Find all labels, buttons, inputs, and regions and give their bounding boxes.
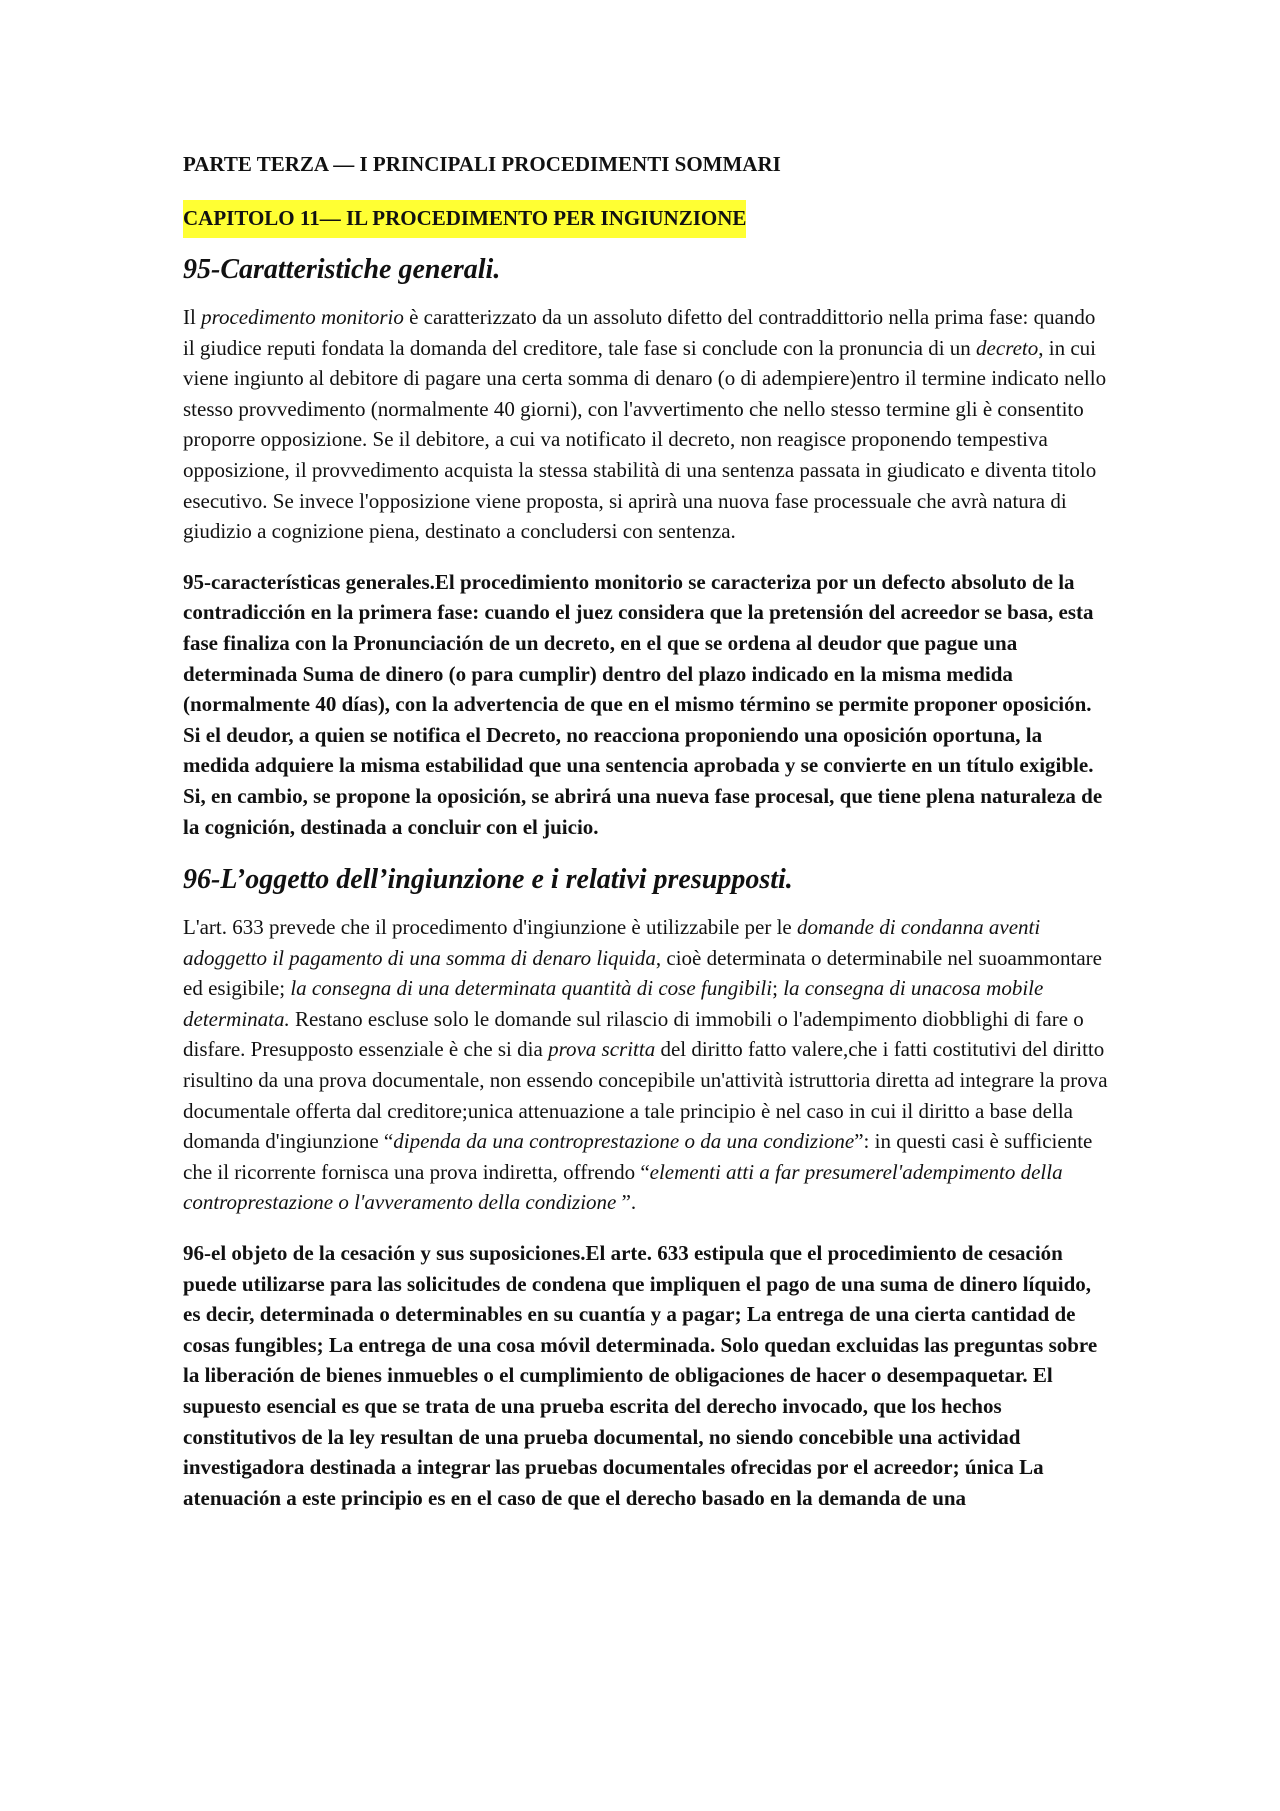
chapter-title-highlighted: CAPITOLO 11— IL PROCEDIMENTO PER INGIUNZIONE: [183, 200, 746, 238]
italic-quote: elementi atti a far presumerel'adempimento della controprestazione o l'avveramento della condizione: [183, 1159, 1063, 1215]
section-95-spanish-paragraph: 95-características generales.El procedimiento monitorio se caracteriza por un defecto absoluto de la contradicción en la primera fase: cuando el juez considera que la pretensión del acreedor se basa, esta fase finaliza con la Pronunciación de un decreto, en el que se ordena al deudor que pague una determinada Suma de dinero (o para cumplir) dentro del plazo indicado en la misma medida (normalmente 40 días), con la advertencia de que en el mismo término se permite proponer oposición. Si el deudor, a quien se notifica el Decreto, no reacciona proponiendo una oposición oportuna, la medida adquiere la misma estabilidad que una sentencia aprobada y se convierte en un título exigible. Si, en cambio, se propone la oposición, se abrirá una nueva fase procesal, que tiene plena naturaleza de la cognición, destinada a concluir con el juicio.: [183, 569, 1103, 839]
italic-term: la consegna di unacosa mobile determinata.: [183, 976, 1044, 1031]
text-run: Restano escluse solo le domande sul rilascio di immobili o l'adempimento diobblighi di fare o disfare. Presupposto essenziale è che si dia: [183, 1006, 1084, 1062]
italic-term: decreto: [976, 335, 1039, 360]
text-run: ”.: [616, 1190, 637, 1215]
text-run: Il: [183, 305, 202, 329]
part-title: PARTE TERZA — I PRINCIPALI PROCEDIMENTI SOMMARI: [183, 152, 781, 176]
section-96-spanish-paragraph: 96-el objeto de la cesación y sus suposiciones.El arte. 633 estipula que el procedimiento de cesación puede utilizarse para las solicitudes de condena que impliquen el pago de una suma de dinero líquido, es decir, determinada o determinables en su cuantía y a pagar; La entrega de una cierta cantidad de cosas fungibles; La entrega de una cosa móvil determinada. Solo quedan excluidas las preguntas sobre la liberación de bienes inmuebles o el cumplimiento de obligaciones de hacer o desempaquetar. El supuesto esencial es que se trata de una prueba escrita del derecho invocado, que los hechos constitutivos de la ley resultan de una prueba documental, no siendo concebible una actividad investigadora destinada a integrar las pruebas documentales ofrecidas por el acreedor; única La atenuación a este principio es en el caso de que el derecho basado en la demanda de una: [183, 1241, 1098, 1510]
text-run: , in cui viene ingiunto al debitore di pagare una certa somma di denaro (o di adempiere)entro il termine indicato nello stesso provvedimento (normalmente 40 giorni), con l'avvertimento che nello stesso termine gli è consentito proporre opposizione. Se il debitore, a cui va notificato il decreto, non reagisce proponendo tempestiva opposizione, il provvedimento acquista la stessa stabilità di una sentenza passata in giudicato e diventa titolo esecutivo. Se invece l'opposizione viene proposta, si aprirà una nuova fase processuale che avrà natura di giudizio a cognizione piena, destinato a concludersi con sentenza.: [183, 335, 1107, 544]
section-95-heading: 95-Caratteristiche generali.: [183, 254, 501, 285]
text-run: è caratterizzato da un assoluto difetto del contraddittorio nella prima fase: quando il giudice reputi fondata la domanda del creditore, tale fase si conclude con la pronuncia di un: [183, 305, 1096, 360]
italic-term: prova scritta: [548, 1037, 656, 1062]
text-run: del diritto fatto valere,che i fatti costitutivi del diritto risultino da una prova documentale, non essendo concepibile un'attività istruttoria diretta ad integrare la prova documentale offerta dal creditore;unica attenuazione a tale principio è nel caso in cui il diritto a base della domanda d'ingiunzione “: [183, 1037, 1108, 1154]
text-run: ;: [772, 976, 784, 1001]
italic-quote: dipenda da una controprestazione o da una condizione: [393, 1129, 855, 1154]
section-96-heading: 96-L’oggetto dell’ingiunzione e i relativi presupposti.: [183, 864, 793, 896]
text-run: , cioè determinata o determinabile nel suoammontare ed esigibile;: [183, 945, 1102, 1001]
section-95-italian-paragraph: [183, 302, 1108, 547]
italic-term: la consegna di una determinata quantità di cose fungibili: [290, 976, 773, 1001]
italic-term: procedimento monitorio: [201, 305, 404, 329]
italic-term: domande di condanna aventi adoggetto il pagamento di una somma di denaro liquida: [183, 915, 1041, 970]
section-96-italian-paragraph: [183, 912, 1108, 1218]
text-run: L'art. 633 prevede che il procedimento d'ingiunzione è utilizzabile per le: [183, 915, 797, 940]
text-run: ”: in questi casi è sufficiente che il ricorrente fornisca una prova indiretta, offrendo “: [183, 1129, 1093, 1184]
